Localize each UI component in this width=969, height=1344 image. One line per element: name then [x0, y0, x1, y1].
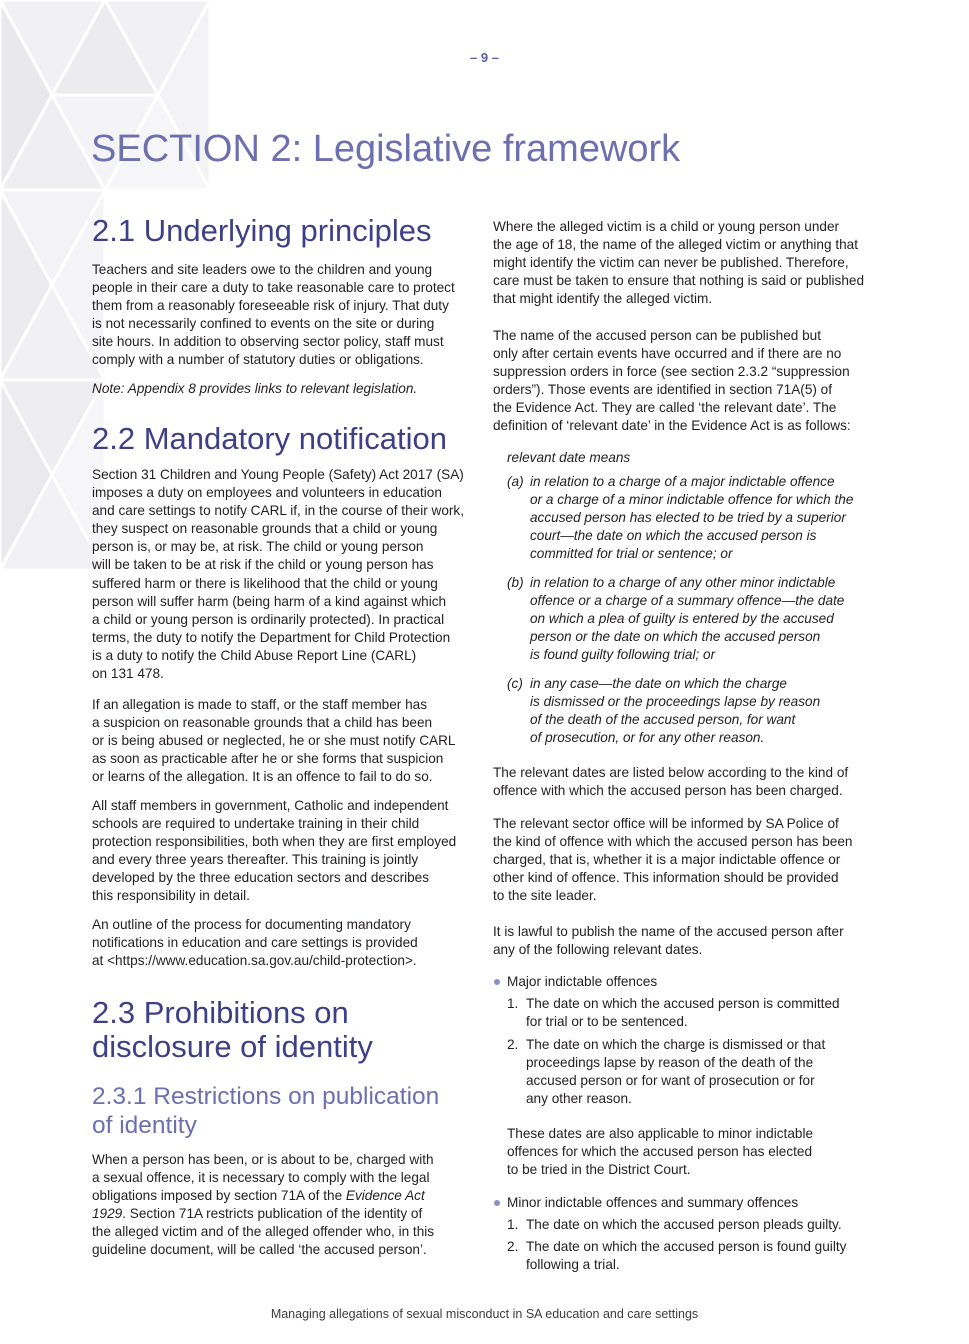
text-line: or a charge of a minor indictable offence for which the: [530, 492, 854, 508]
text-line: Teachers and site leaders owe to the children and young: [92, 262, 433, 277]
text-line: charged, that is, whether it is a major indictable offence or: [493, 852, 841, 868]
text-line: An outline of the process for documenting mandatory: [92, 917, 411, 932]
footer-document-title: Managing allegations of sexual misconduct in SA education and care settings: [270, 1307, 699, 1321]
text-line: The name of the accused person can be published but: [493, 328, 821, 343]
text-line: or is being abused or neglected, he or she must notify CARL: [92, 733, 456, 749]
subheading-restrictions-line-1: 2.3.1 Restrictions on publication: [92, 1083, 440, 1110]
text-line: and every three years thereafter. This training is jointly: [92, 852, 419, 868]
section-title: SECTION 2: Legislative framework: [91, 128, 681, 170]
text-line: imposes a duty on employees and volunteers in education: [92, 485, 442, 501]
heading-prohibitions-line-2: disclosure of identity: [92, 1029, 373, 1064]
text-line: or learns of the allegation. It is an offence to fail to do so.: [92, 769, 433, 785]
text-line: All staff members in government, Catholic and independent: [92, 798, 449, 813]
text-line: notifications in education and care settings is provided: [92, 935, 418, 951]
item-number: 1.: [507, 996, 519, 1011]
text-line: offence or a charge of a summary offence—the date: [530, 593, 845, 609]
definition-label: (a): [507, 474, 524, 489]
definition-label: (b): [507, 575, 524, 590]
text-line: The relevant sector office will be informed by SA Police of: [493, 816, 839, 831]
text-line: [92, 1187, 476, 1205]
subheading-restrictions-line-2: of identity: [92, 1112, 197, 1139]
text-line: and care settings to notify CARL if, in the course of their work,: [92, 503, 464, 519]
text-line: suppression orders in force (see section 2.3.2 “suppression: [493, 364, 850, 380]
paragraph-lawful-publish: [493, 923, 878, 959]
text-line: they suspect on reasonable grounds that a child or young: [92, 521, 438, 537]
text-line: person or the date on which the accused person: [530, 629, 821, 645]
bullet-label: Major indictable offences: [507, 974, 658, 989]
text-line: this responsibility in detail.: [92, 888, 250, 904]
text-line: the kind of offence with which the accused person has been: [493, 834, 853, 850]
text-line: the age of 18, the name of the alleged victim or anything that: [493, 237, 859, 253]
text-line: a sexual offence, it is necessary to comply with the legal: [92, 1170, 430, 1186]
text-line: as soon as practicable after he or she forms that suspicion: [92, 751, 444, 767]
text-line: protection responsibilities, both when they are first employed: [92, 834, 457, 850]
text-line: a child or young person is ordinarily protected). In practical: [92, 611, 445, 627]
bullet-dot-icon: [494, 979, 500, 985]
text-line: The date on which the accused person pleads guilty.: [526, 1217, 842, 1232]
text-line: that might identify the alleged victim.: [493, 291, 713, 307]
text-line: for trial or to be sentenced.: [526, 1014, 688, 1030]
text-line: at <https://www.education.sa.gov.au/child-protection>.: [92, 953, 417, 969]
text-line: guideline document, will be called ‘the accused person’.: [92, 1242, 427, 1258]
text-line: of prosecution, or for any other reason.: [530, 730, 765, 746]
text-line: a suspicion on reasonable grounds that a child has been: [92, 715, 433, 731]
text-line: to the site leader.: [493, 888, 597, 904]
text-line: the Evidence Act. They are called ‘the relevant date’. The: [493, 400, 837, 416]
page-number: – 9 –: [470, 50, 499, 65]
text-line: any of the following relevant dates.: [493, 942, 703, 958]
text-line: court—the date on which the accused person is: [530, 528, 817, 544]
paragraph-section-71a: [92, 1151, 476, 1260]
paragraph-allegation-to-staff: [92, 696, 476, 786]
text-line: comply with a number of statutory duties or obligations.: [92, 352, 424, 368]
text-line: might identify the victim can never be published. Therefore,: [493, 255, 849, 271]
text-line: The date on which the accused person is found guilty: [526, 1239, 847, 1254]
text-line: accused person has elected to be tried by a superior: [530, 510, 846, 526]
text-line: in relation to a charge of any other minor indictable: [530, 575, 836, 590]
act-title-italic: Evidence Act: [345, 1188, 425, 1204]
text-line: people in their care a duty to take reasonable care to protect: [92, 280, 455, 296]
paragraph-section-31: [92, 466, 476, 683]
text-fragment: obligations imposed by section 71A of the: [92, 1188, 346, 1204]
text-line: will be taken to be at risk if the child or young person has: [92, 557, 434, 573]
heading-underlying-principles: 2.1 Underlying principles: [92, 213, 432, 248]
text-line: [92, 1205, 476, 1223]
item-number: 1.: [507, 1217, 519, 1232]
paragraph-victim-under-18: [493, 218, 878, 308]
text-line: orders”). Those events are identified in section 71A(5) of: [493, 382, 833, 398]
item-number: 2.: [507, 1239, 519, 1254]
text-line: of the death of the accused person, for want: [530, 712, 796, 728]
text-line: person will suffer harm (being harm of a kind against which: [92, 593, 447, 609]
text-line: developed by the three education sectors and describes: [92, 870, 430, 886]
text-line: other kind of offence. This information should be provided: [493, 870, 839, 886]
text-line: The date on which the accused person is committed: [526, 996, 840, 1011]
bullet-dot-icon: [494, 1200, 500, 1206]
text-line: is found guilty following trial; or: [530, 647, 716, 663]
text-line: in any case—the date on which the charge: [530, 676, 787, 691]
act-year-italic: 1929: [92, 1206, 123, 1222]
bullet-label: Minor indictable offences and summary offences: [507, 1195, 799, 1210]
text-line: only after certain events have occurred and if there are no: [493, 346, 842, 362]
text-line: site hours. In addition to observing sector policy, staff must: [92, 334, 444, 350]
text-line: accused person or for want of prosecution or for: [526, 1073, 815, 1089]
text-line: is a duty to notify the Child Abuse Report Line (CARL): [92, 647, 417, 663]
heading-prohibitions-line-1: 2.3 Prohibitions on: [92, 995, 349, 1030]
text-line: Section 31 Children and Young People (Safety) Act 2017 (SA): [92, 467, 464, 482]
text-line: proceedings lapse by reason of the death of the: [526, 1055, 814, 1071]
text-line: These dates are also applicable to minor indictable: [507, 1126, 814, 1141]
text-line: them from a reasonably foreseeable risk of injury. That duty: [92, 298, 449, 314]
text-line: schools are required to undertake training in their child: [92, 816, 420, 832]
text-line: offence with which the accused person has been charged.: [493, 783, 843, 799]
text-line: suffered harm or there is likelihood that the child or young: [92, 575, 438, 591]
paragraph-staff-training: [92, 797, 476, 906]
definition-intro: relevant date means: [507, 450, 631, 465]
heading-mandatory-notification: 2.2 Mandatory notification: [92, 421, 447, 456]
definition-label: (c): [507, 676, 523, 691]
text-line: The date on which the charge is dismissed or that: [526, 1037, 826, 1052]
text-line: care must be taken to ensure that nothing is said or published: [493, 273, 865, 289]
text-line: any other reason.: [526, 1091, 632, 1107]
text-line: is dismissed or the proceedings lapse by reason: [530, 694, 821, 710]
paragraph-duty-of-care: [92, 261, 476, 370]
item-number: 2.: [507, 1037, 519, 1052]
text-line: on 131 478.: [92, 666, 164, 682]
paragraph-process-outline: [92, 916, 476, 970]
text-line: is not necessarily confined to events on the site or during: [92, 316, 435, 332]
text-line: the alleged victim and of the alleged offender who, in this: [92, 1224, 435, 1240]
text-line: to be tried in the District Court.: [507, 1162, 691, 1178]
text-line: terms, the duty to notify the Department for Child Protection: [92, 629, 451, 645]
text-line: If an allegation is made to staff, or the staff member has: [92, 697, 427, 712]
text-line: Where the alleged victim is a child or young person under: [493, 219, 840, 234]
text-line: in relation to a charge of a major indictable offence: [530, 474, 835, 489]
paragraph-relevant-dates: [493, 764, 878, 800]
text-line: offences for which the accused person has elected: [507, 1144, 813, 1160]
text-line: on which a plea of guilty is entered by the accused: [530, 611, 834, 627]
paragraph-accused-name: [493, 327, 878, 436]
text-line: When a person has been, or is about to be, charged with: [92, 1152, 434, 1167]
paragraph-sector-office: [493, 815, 878, 905]
text-line: person is, or may be, at risk. The child or young person: [92, 539, 424, 555]
text-line: following a trial.: [526, 1257, 620, 1273]
text-line: The relevant dates are listed below according to the kind of: [493, 765, 849, 780]
text-fragment: . Section 71A restricts publication of the identity of: [122, 1206, 423, 1222]
text-line: It is lawful to publish the name of the accused person after: [493, 924, 844, 939]
paragraph-also-applicable: [507, 1125, 892, 1179]
note-appendix-8: Note: Appendix 8 provides links to relevant legislation.: [92, 381, 418, 396]
text-line: committed for trial or sentence; or: [530, 546, 733, 562]
text-line: definition of ‘relevant date’ in the Evidence Act is as follows:: [493, 418, 851, 434]
